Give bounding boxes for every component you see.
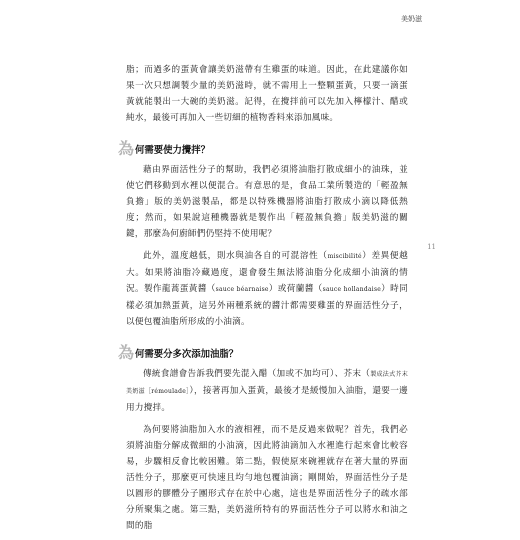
page-body bbox=[118, 62, 408, 540]
term-note: miscibilité bbox=[327, 253, 362, 260]
oil-paragraph-1 bbox=[126, 366, 408, 416]
page-number: 11 bbox=[427, 243, 436, 251]
term-note: 製成法式芥末美奶滋［rémoulade］ bbox=[126, 371, 408, 395]
text-run: ），接著再加入蛋黃，最後才是緩慢加入油脂，還要一邊用力攪拌。 bbox=[126, 386, 408, 413]
text-run: ）差異便越大。如果將油脂冷藏過度，還會發生無法將油脂分化成細小油滴的情況。製作龍蒿蛋黃醬（ bbox=[126, 251, 408, 294]
stirring-paragraph-1: 藉由界面活性分子的幫助，我們必須將油脂打散成細小的油珠，並使它們移動到水裡以便混合。有意思的是，食品工業所製造的「輕盈無負擔」版的美奶滋製品，都是以特殊機器將油脂打散成小滴以降低熱度；然而，如果說這種機器就是製作出「輕盈無負擔」版美奶滋的關鍵，那麼為何廚師們仍堅持不使用呢？ bbox=[126, 165, 408, 239]
section-heading-oil bbox=[118, 340, 408, 362]
text-run: 此外，溫度越低，則水與油各自的可混溶性（ bbox=[143, 251, 328, 261]
section-title: 何需要分多次添加油脂？ bbox=[135, 349, 239, 360]
why-icon: 為 bbox=[118, 343, 135, 362]
stirring-paragraph-2 bbox=[126, 248, 408, 330]
text-run: 傳統食譜會告訴我們要先混入醋（加或不加均可）、芥末（ bbox=[143, 369, 371, 379]
section-title: 何需要使力攪拌？ bbox=[135, 145, 211, 156]
why-icon: 為 bbox=[118, 139, 135, 158]
term-note: sauce béarnaise bbox=[215, 286, 269, 293]
text-run: ）時同樣必須加熱蛋黃，這另外兩種系統的醬汁都需要雞蛋的界面活性分子，以便包覆油脂所形成的小油滴。 bbox=[126, 284, 408, 327]
oil-paragraph-2: 為何要將油脂加入水的液相裡，而不是反過來做呢？首先，我們必須將油脂分解成微細的小油滴，因此將油滴加入水裡進行起來會比較容易，步驟相反會比較困難。第二點，假使原來碗裡就存在著大量的界面活性分子，那麼更可快速且均勻地包覆油滴；剛開始，界面活性分子是以圓形的膠體分子團形式存在於中心處，這也是界面活性分子的疏水部分所聚集之處。第三點，美奶滋所特有的界面活性分子可以將水和油之間的脂 bbox=[126, 425, 408, 531]
section-heading-stirring bbox=[118, 136, 408, 158]
intro-paragraph: 脂；而過多的蛋黃會讓美奶滋帶有生雞蛋的味道。因此，在此建議你如果一次只想調製少量的美奶滋時，就不需用上一整顆蛋黃，只要一滴蛋黃就能製出一大碗的美奶滋。記得，在攪拌前可以先加入檸檬汁、醋或純水，最後可再加入一些切細的植物香料來添加風味。 bbox=[126, 65, 408, 123]
text-run: ）或荷蘭醬（ bbox=[268, 284, 323, 294]
term-note: sauce hollandaise bbox=[322, 286, 382, 293]
running-header: 美奶滋 bbox=[401, 15, 422, 23]
